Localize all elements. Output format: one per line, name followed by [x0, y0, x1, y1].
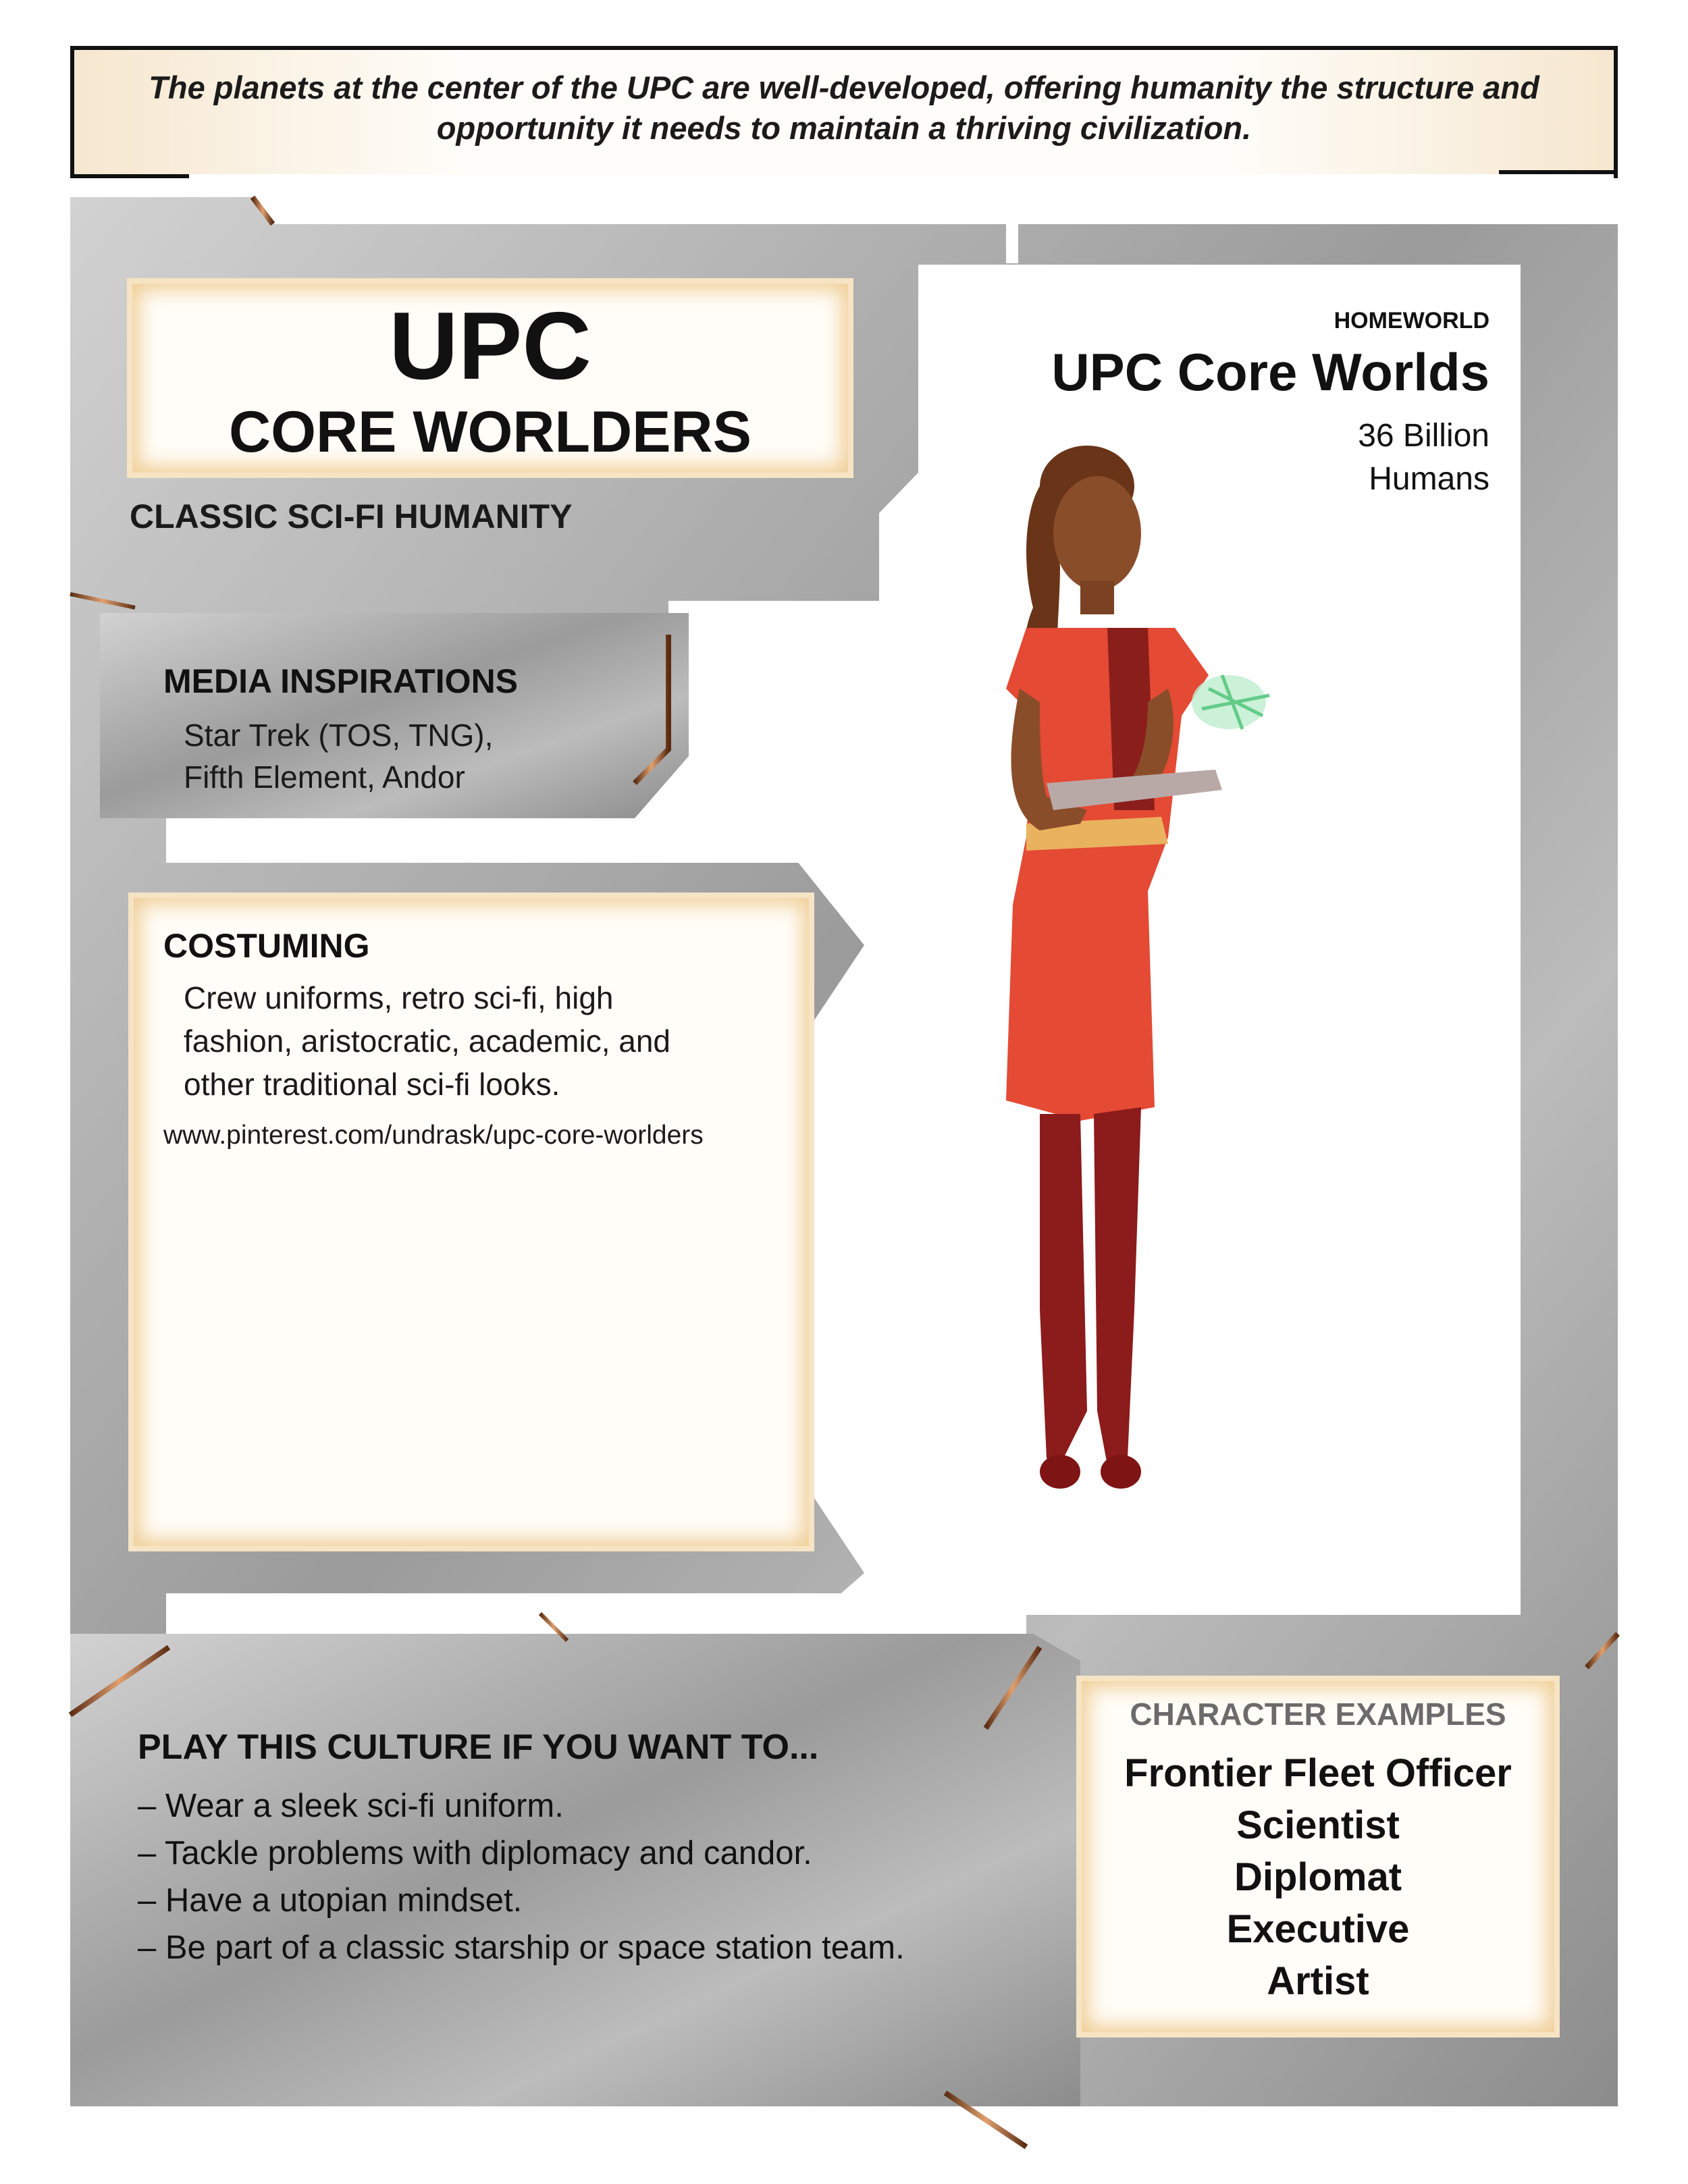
homeworld-name: UPC Core Worlds: [1051, 342, 1489, 402]
media-line-2: Fifth Element, Andor: [184, 760, 465, 795]
costuming-line-1: Crew uniforms, retro sci-fi, high: [184, 980, 614, 1015]
population-count: 36 Billion: [1358, 418, 1489, 454]
costuming-heading: COSTUMING: [163, 927, 370, 965]
homeworld-label: HOMEWORLD: [1334, 308, 1489, 334]
costuming-line-3: other traditional sci-fi looks.: [184, 1067, 560, 1102]
play-culture-list: [138, 1782, 1117, 1971]
culture-subtitle: CORE WORLDERS: [229, 400, 751, 464]
costuming-line-2: fashion, aristocratic, academic, and: [184, 1023, 671, 1059]
list-item: Frontier Fleet Officer: [1124, 1751, 1512, 1795]
media-line-1: Star Trek (TOS, TNG),: [184, 718, 494, 753]
list-item: Executive: [1226, 1907, 1410, 1951]
list-item: – Be part of a classic starship or space station team.: [138, 1929, 905, 1966]
list-item: Scientist: [1236, 1803, 1400, 1847]
play-culture-heading: PLAY THIS CULTURE IF YOU WANT TO...: [138, 1728, 819, 1767]
list-item: – Wear a sleek sci-fi uniform.: [138, 1788, 564, 1824]
list-item: – Have a utopian mindset.: [138, 1882, 523, 1919]
list-item: Diplomat: [1234, 1855, 1402, 1899]
character-examples-heading: CHARACTER EXAMPLES: [1130, 1697, 1506, 1732]
costuming-text: [184, 976, 758, 1106]
media-inspirations-text: [184, 714, 623, 798]
culture-title: UPC: [389, 292, 591, 400]
list-item: – Tackle problems with diplomacy and candor.: [138, 1835, 812, 1871]
list-item: Artist: [1267, 1959, 1369, 2003]
culture-tagline: CLASSIC SCI-FI HUMANITY: [130, 498, 573, 535]
population-species: Humans: [1369, 461, 1489, 497]
character-examples-list: [1082, 1747, 1554, 2007]
character-illustration: [925, 432, 1398, 1647]
intro-quote-line-2: opportunity it needs to maintain a thriving civilization.: [436, 110, 1252, 146]
intro-quote-line-1: The planets at the center of the UPC are well-developed, offering humanity the structure and: [149, 70, 1539, 105]
pinterest-link[interactable]: www.pinterest.com/undrask/upc-core-worlders: [163, 1121, 704, 1150]
media-inspirations-heading: MEDIA INSPIRATIONS: [163, 662, 519, 700]
